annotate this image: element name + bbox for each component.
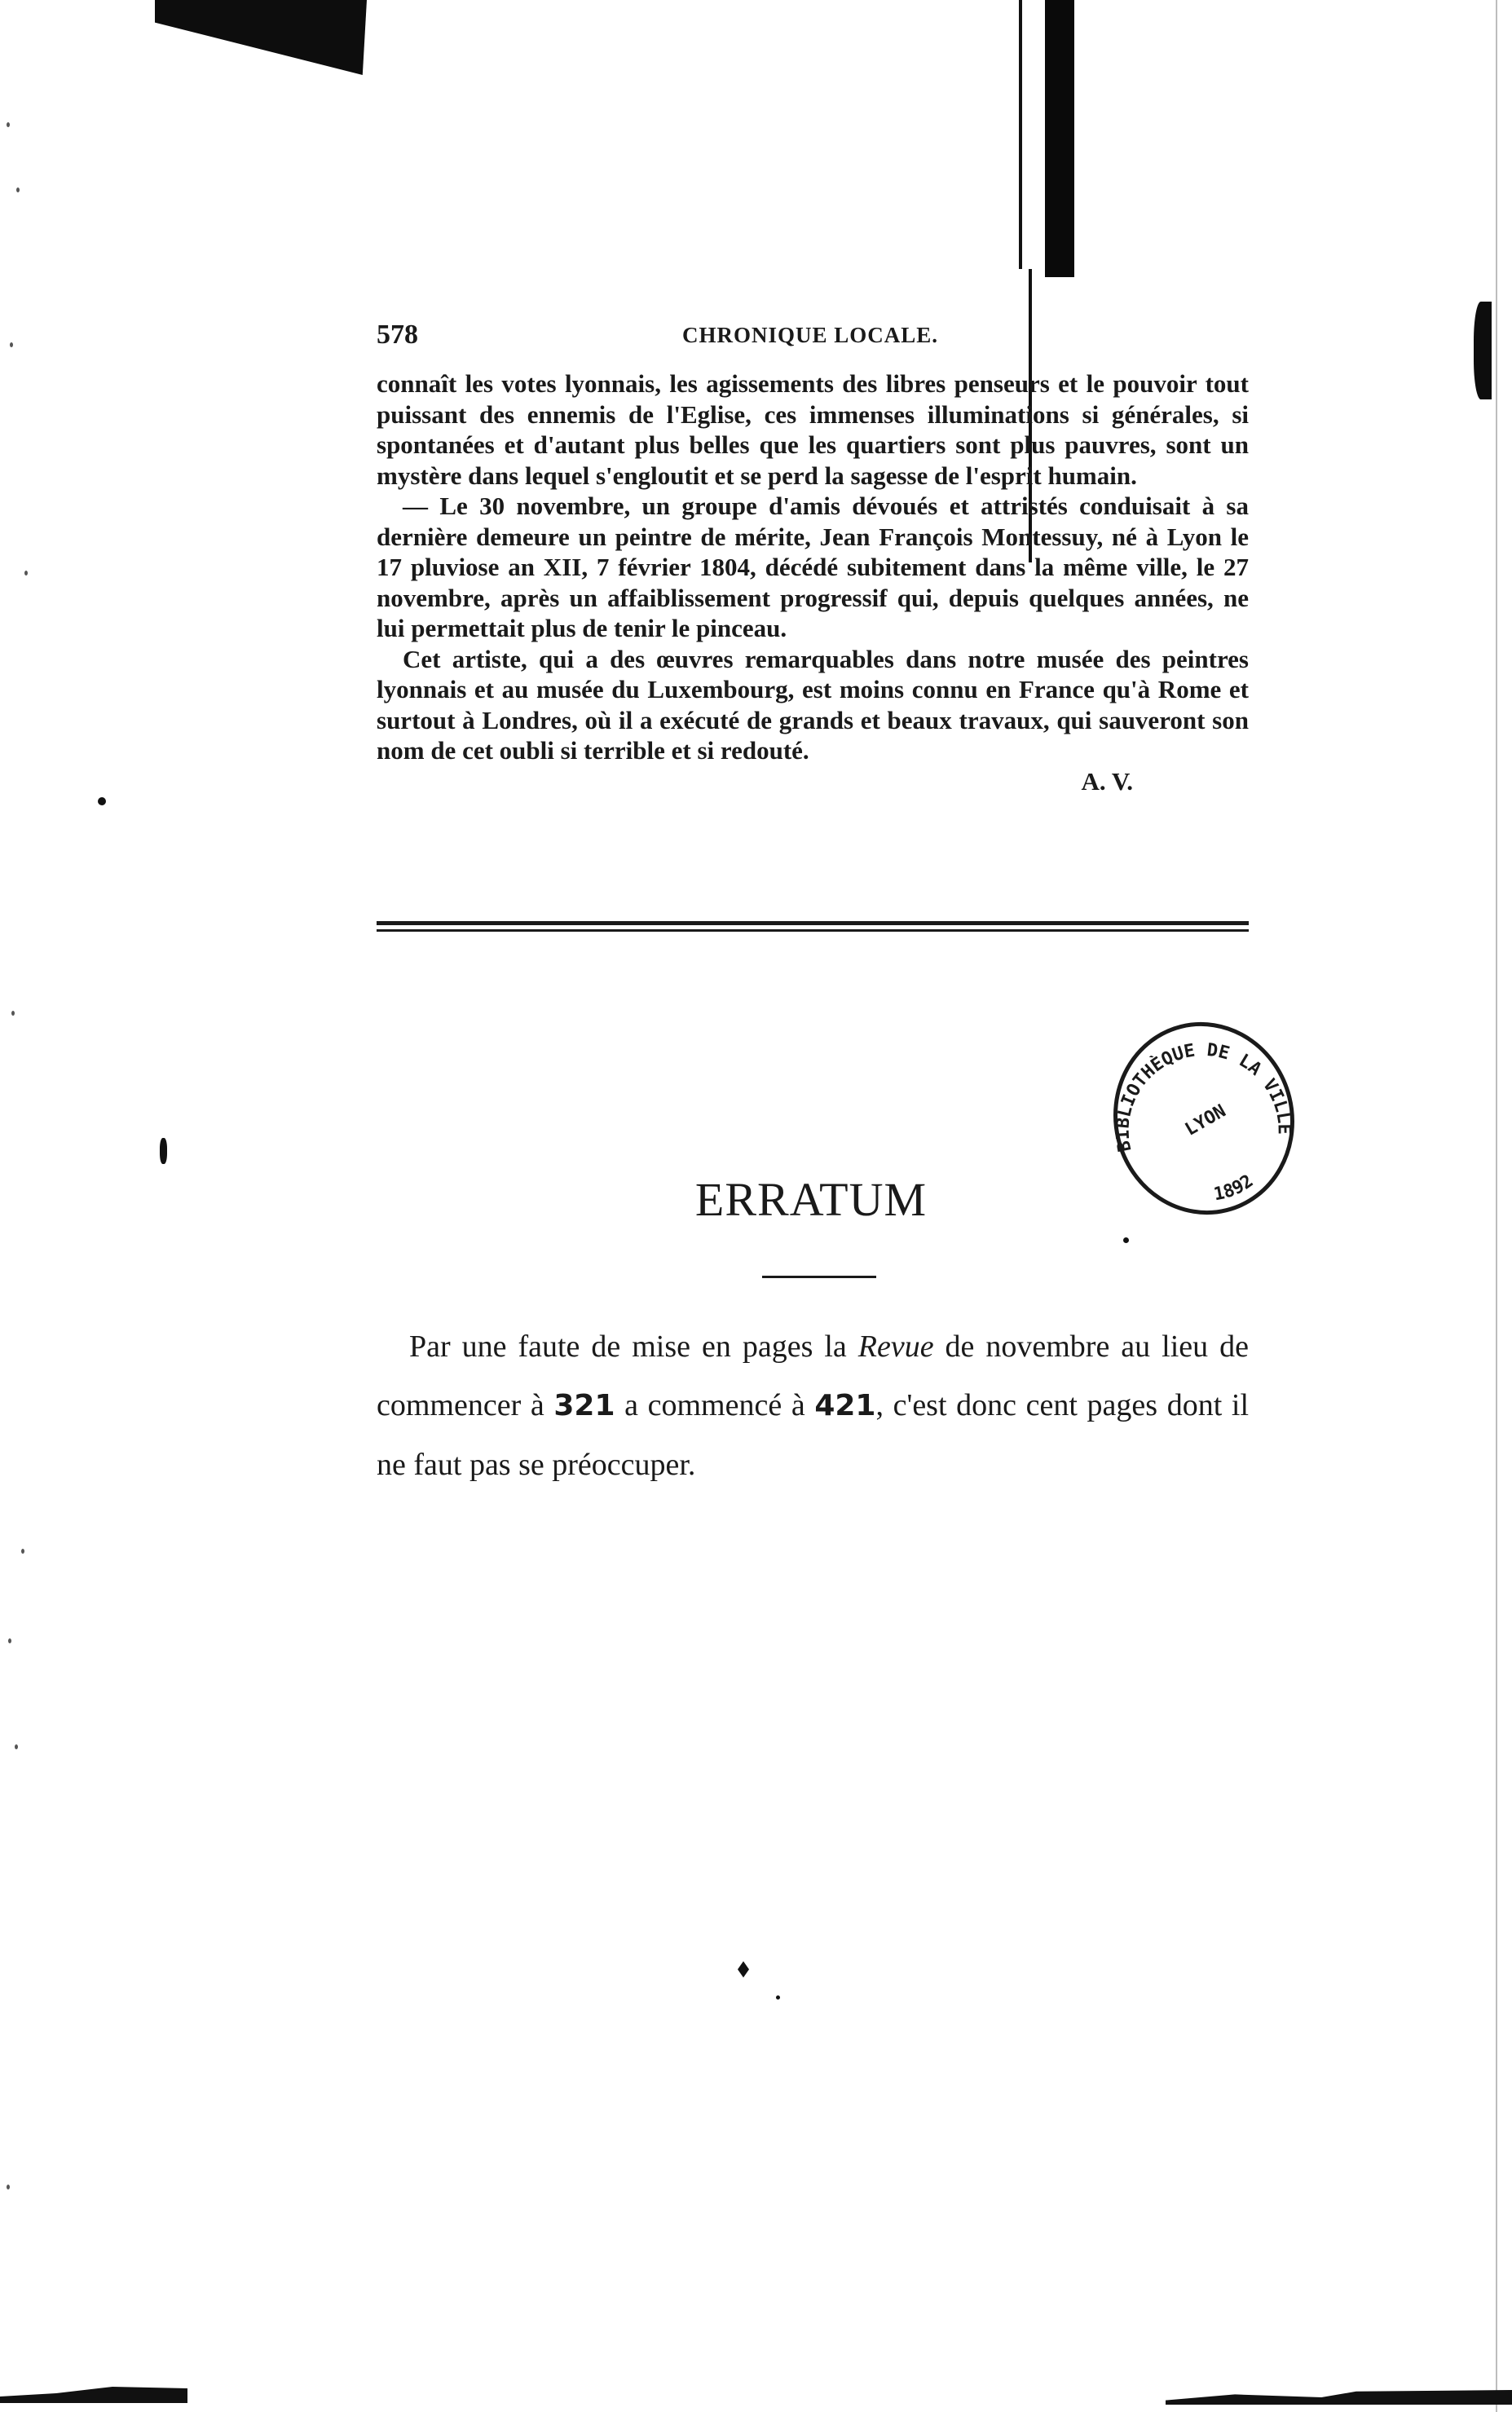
stamp-year: 1892 <box>1212 1171 1258 1206</box>
section-divider <box>377 921 1249 932</box>
erratum-text-segment: a commencé à <box>615 1388 815 1422</box>
article-body <box>377 368 1249 796</box>
paragraph: Cet artiste, qui a des œuvres remarquables dans notre musée des peintres lyonnais et au musée du Luxembourg, est moins connu en France qu'à Rome et surtout à Londres, où il a exécuté de grands et beaux travaux, qui sauveront son nom de cet oubli si terrible et si redouté. <box>377 644 1249 765</box>
stamp-inner-text: LYON <box>1181 1100 1230 1140</box>
paragraph: — Le 30 novembre, un groupe d'amis dévoués et attristés conduisait à sa dernière demeure un peintre de mérite, Jean François Montessuy, né à Lyon le 17 pluviose an XII, 7 février 1804, décédé subitement dans la même ville, le 27 novembre, après un affaiblissement progressif qui, depuis quelques années, ne lui permettait plus de tenir le pinceau. <box>377 492 1249 642</box>
page-number-reference: 421 <box>814 1389 876 1422</box>
page-dot <box>776 1995 780 2000</box>
page-edge-mark <box>1474 302 1492 399</box>
erratum-text <box>377 1317 1249 1494</box>
binding-line <box>1019 0 1022 269</box>
margin-dot <box>98 797 106 805</box>
ornament-diamond <box>738 1961 749 1978</box>
title-rule <box>762 1276 876 1278</box>
erratum-paragraph <box>377 1317 1249 1494</box>
erratum-text-segment: , c'est donc cent pages dont il ne faut pas se préoccuper. <box>377 1388 1250 1482</box>
stamp-outer-text: BIBLIOTHÈQUE DE LA VILLE <box>1113 1039 1294 1154</box>
page-dot <box>1123 1237 1129 1243</box>
signature-line <box>377 766 1249 797</box>
erratum-text-segment: Par une faute de mise en pages la <box>409 1329 858 1364</box>
erratum-text-segment: de novembre au lieu de commencer à <box>377 1329 1249 1422</box>
paragraph: connaît les votes lyonnais, les agissements des libres penseurs et le pouvoir tout puissant des ennemis de l'Eglise, ces immenses illuminations si générales, si spontanées et d'autant plus belles que les quartiers sont plus pauvres, sont un mystère dans lequel s'engloutit et se perd la sagesse de l'esprit humain. <box>377 369 1249 490</box>
page-number-reference: 321 <box>553 1389 615 1422</box>
journal-title: Revue <box>857 1329 934 1364</box>
author-signature: A. V. <box>1081 766 1133 796</box>
erratum-title: ERRATUM <box>694 1173 928 1226</box>
running-head: CHRONIQUE LOCALE. <box>682 323 939 347</box>
margin-mark <box>160 1138 167 1164</box>
page-header <box>377 320 1249 360</box>
scan-edge-bottom-right <box>1166 2390 1512 2405</box>
scan-edge-shadow <box>155 0 367 75</box>
binding-shadow <box>1045 0 1074 277</box>
page-number: 578 <box>377 320 418 350</box>
